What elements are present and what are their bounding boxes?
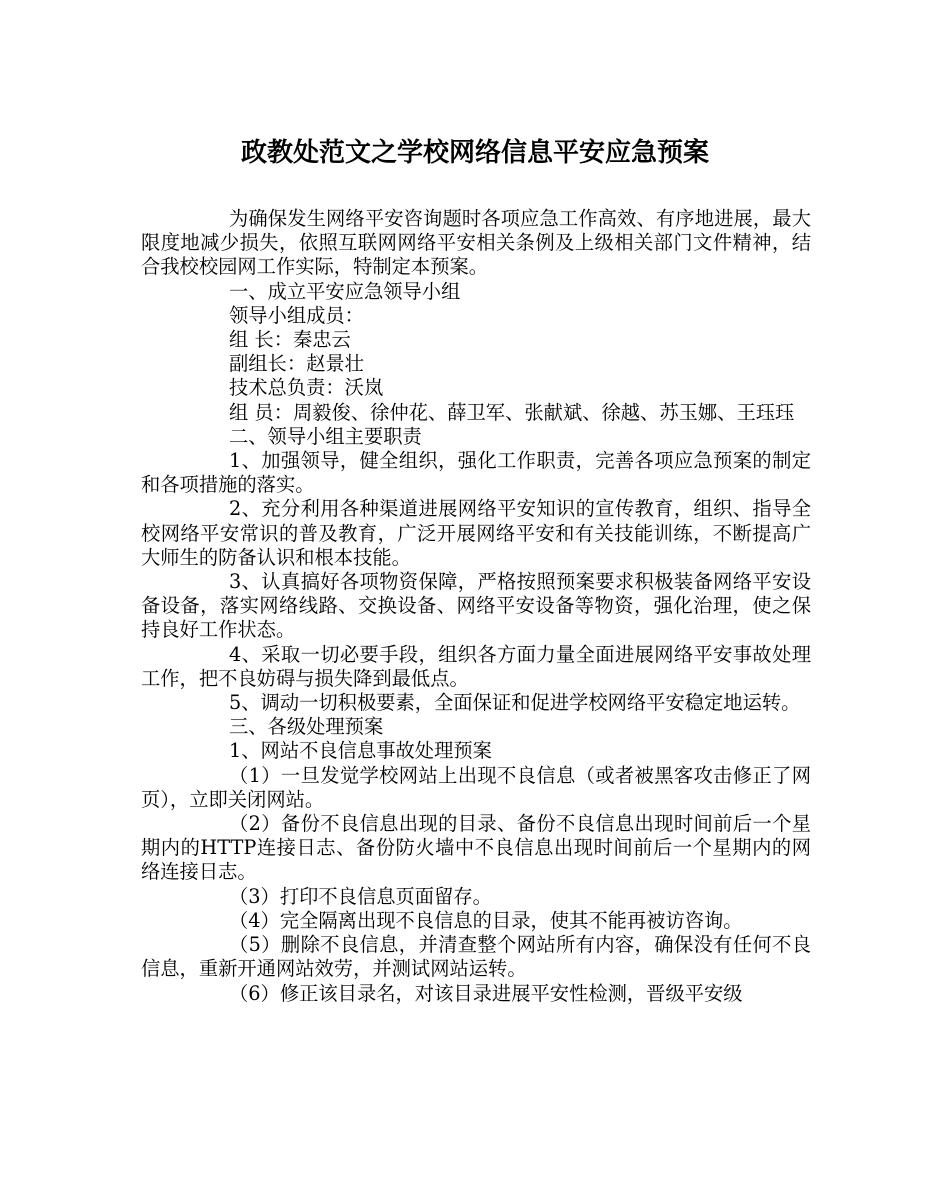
paragraph-members: 组 员：周毅俊、徐仲花、薛卫军、张献斌、徐越、苏玉娜、王珏珏 <box>229 400 795 424</box>
paragraph-step-5: （5）删除不良信息，并清查整个网站所有内容，确保没有任何不良信息，重新开通网站效劳，并测试网站运转。 <box>141 933 811 981</box>
document-body <box>141 207 811 1006</box>
subsection-heading-1: 1、网站不良信息事故处理预案 <box>229 739 492 763</box>
section-heading-3: 三、各级处理预案 <box>229 715 384 739</box>
paragraph-duty-3: 3、认真搞好各项物资保障，严格按照预案要求积极装备网络平安设备设备，落实网络线路、交换设备、网络平安设备等物资，强化治理，使之保持良好工作状态。 <box>141 570 811 642</box>
paragraph-step-3: （3）打印不良信息页面留存。 <box>229 884 492 908</box>
paragraph-leader: 组 长：秦忠云 <box>229 328 351 352</box>
paragraph-duty-4: 4、采取一切必要手段，组织各方面力量全面进展网络平安事故处理工作，把不良妨碍与损失降到最低点。 <box>141 642 811 690</box>
paragraph-members-label: 领导小组成员： <box>229 303 364 327</box>
section-heading-2: 二、领导小组主要职责 <box>229 424 422 448</box>
paragraph-tech-lead: 技术总负责：沃岚 <box>229 376 384 400</box>
document-title: 政教处范文之学校网络信息平安应急预案 <box>240 138 709 168</box>
paragraph-step-4: （4）完全隔离出现不良信息的目录，使其不能再被访咨询。 <box>229 908 743 932</box>
paragraph-deputy-leader: 副组长：赵景壮 <box>229 352 364 376</box>
paragraph-step-1: （1）一旦发觉学校网站上出现不良信息（或者被黑客攻击修正了网页），立即关闭网站。 <box>141 763 811 811</box>
paragraph-duty-1: 1、加强领导，健全组织，强化工作职责，完善各项应急预案的制定和各项措施的落实。 <box>141 449 811 497</box>
paragraph-duty-2: 2、充分利用各种渠道进展网络平安知识的宣传教育，组织、指导全校网络平安常识的普及教育，广泛开展网络平安和有关技能训练，不断提高广大师生的防备认识和根本技能。 <box>141 497 811 569</box>
paragraph-step-6: （6）修正该目录名，对该目录进展平安性检测，晋级平安级 <box>229 981 743 1005</box>
paragraph-duty-5: 5、调动一切积极要素，全面保证和促进学校网络平安稳定地运转。 <box>229 691 801 715</box>
paragraph-step-2: （2）备份不良信息出现的目录、备份不良信息出现时间前后一个星期内的HTTP连接日志、备份防火墙中不良信息出现时间前后一个星期内的网络连接日志。 <box>141 812 811 884</box>
paragraph-intro: 为确保发生网络平安咨询题时各项应急工作高效、有序地进展，最大限度地减少损失，依照互联网网络平安相关条例及上级相关部门文件精神，结合我校校园网工作实际，特制定本预案。 <box>141 207 811 279</box>
section-heading-1: 一、成立平安应急领导小组 <box>229 279 461 303</box>
